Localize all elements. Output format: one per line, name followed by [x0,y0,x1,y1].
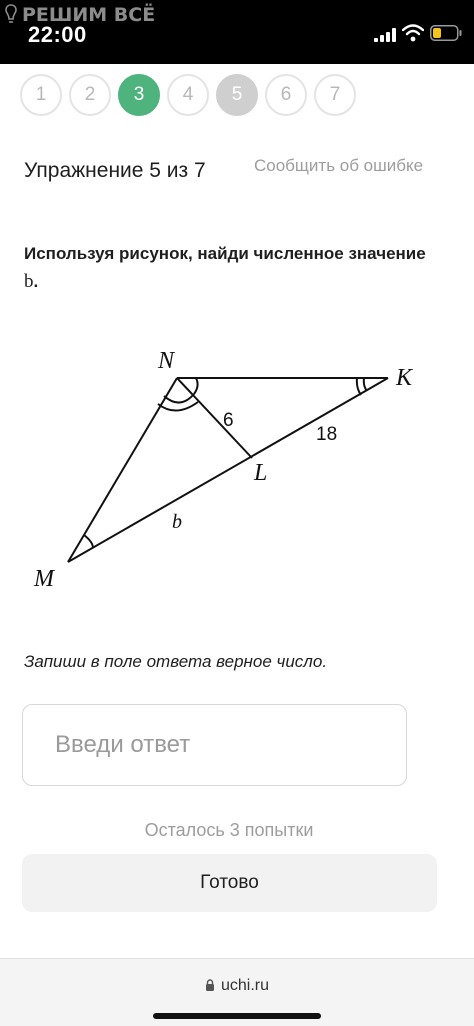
segment-ml-label: b [172,511,182,533]
wifi-icon [402,24,424,42]
vertex-m-label: M [34,566,54,592]
step-4[interactable]: 4 [167,74,209,116]
triangle-lines [68,378,388,562]
segment-nl-line [177,378,252,458]
step-2[interactable]: 2 [69,74,111,116]
url-bar[interactable] [0,977,474,995]
status-bar [0,0,474,64]
report-error-link[interactable]: Сообщить об ошибке [254,156,424,175]
attempts-left: Осталось 3 попытки [144,820,314,840]
answer-hint: Запиши в поле ответа верное число. [24,652,328,671]
angle-k-arc-outer [357,378,361,395]
answer-input[interactable] [22,704,407,786]
exercise-title: Упражнение 5 из 7 [24,159,206,182]
battery-icon [430,25,462,41]
triangle-figure [0,330,474,600]
step-5[interactable]: 5 [216,74,258,116]
side-km [68,378,388,562]
angle-n-arc-top [194,378,198,394]
angle-n-arc-inner [164,394,194,403]
step-3[interactable]: 3 [118,74,160,116]
signal-icon [374,28,396,42]
url-text: uchi.ru [220,977,270,994]
task-text-body: Используя рисунок, найди численное значение [24,244,426,263]
step-1[interactable]: 1 [20,74,62,116]
task-variable: b [24,271,34,292]
status-time: 22:00 [28,22,87,47]
vertex-n-label: N [158,348,175,374]
step-7[interactable]: 7 [314,74,356,116]
done-button[interactable]: Готово [22,854,437,912]
task-text-end: . [33,272,39,291]
lightbulb-icon [4,4,18,28]
step-6[interactable]: 6 [265,74,307,116]
lock-icon [205,979,215,991]
exercise-stepper [20,74,356,116]
home-indicator[interactable] [153,1013,321,1019]
vertex-l-label: L [254,460,268,486]
browser-bar [0,958,474,1026]
task-text [24,240,444,296]
watermark-text: РЕШИМ ВСЁ [22,4,156,26]
angle-k-arc-inner [364,378,367,391]
vertex-k-label: K [396,365,413,391]
angle-m-arc [84,535,93,548]
segment-lk-label: 18 [316,424,338,445]
segment-nl-label: 6 [223,410,234,431]
